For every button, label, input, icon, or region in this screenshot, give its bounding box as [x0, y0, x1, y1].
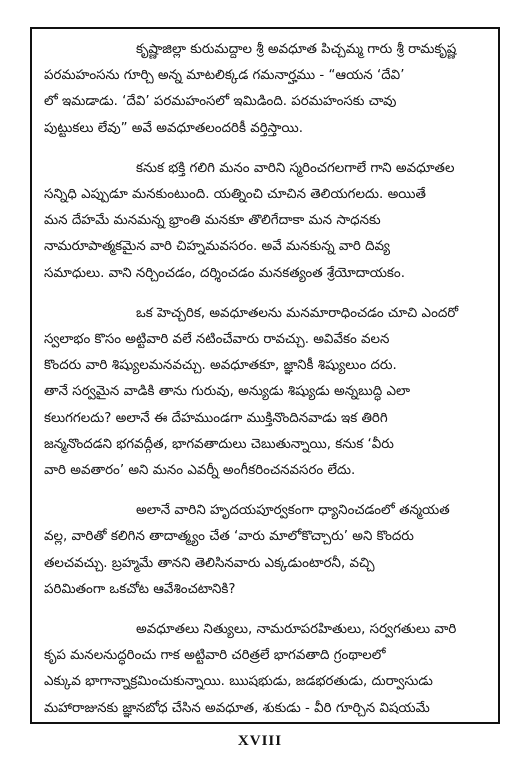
paragraph-1: [44, 37, 488, 142]
text-line: సన్నిధి ఎప్పుడూ మనకుంటుంది. యత్నించి చూచిన తెలియగలదు. అయితే: [44, 187, 426, 203]
text-line: అవధూతలు నిత్యులు, నామరూపరహితులు, సర్వగతులు వారి: [136, 622, 457, 638]
paragraph-3: [44, 301, 488, 484]
text-line: జన్మనొందడని భగవద్గీత, భాగవతాదులు చెబుతున్నాయి, కనుక ‘వీరు: [44, 436, 394, 452]
text-line: అలానే వారిని హృదయపూర్వకంగా ధ్యానించడంలో తన్మయత: [136, 503, 450, 519]
text-line: పరమహంసను గూర్చి అన్న మాటలిక్కడ గమనార్హము - “ఆయన ‘దేవి’: [44, 68, 405, 84]
text-line: లో ఇమడాడు. ‘దేవి’ పరమహంసలో ఇమిడింది. పరమహంసకు చావు: [44, 94, 397, 110]
text-line: కృష్ణాజిల్లా కురుమద్దాల శ్రీ అవధూత పిచ్చమ్మ గారు శ్రీ రామకృష్ణ: [136, 42, 457, 57]
page-frame: [30, 27, 500, 724]
paragraph-4: [44, 498, 488, 603]
text-line: ఎక్కువ భాగాన్నాక్రమించుకున్నాయి. ఋషభుడు, జడభరతుడు, దుర్వాసుడు: [44, 674, 433, 690]
text-line: సమాధులు. వాని నర్చించడం, దర్శించడం మనకత్యంత శ్రేయోదాయకం.: [44, 265, 405, 281]
paragraph-2: [44, 156, 488, 287]
text-line: [44, 722, 488, 724]
text-line: పుట్టుకలు లేవు” అవే అవధూతలందరికీ వర్తిస్తాయి.: [44, 120, 303, 136]
paragraph-5: [44, 617, 488, 724]
text-line: నామరూపాత్మకమైన వారి చిహ్నమవసరం. అవే మనకున్న వారి దివ్య: [44, 239, 391, 255]
text-line: మన దేహమే మనమన్న భ్రాంతి మనకూ తొలిగేదాకా మన సాధనకు: [44, 213, 381, 229]
text-line: కృప మనలనుద్ధరించు గాక అట్టివారి చరిత్రలే భాగవతాది గ్రంథాలలో: [44, 648, 386, 664]
text-line: తలచవచ్చు. బ్రహ్మమే తానని తెలిసినవారు ఎక్కడుంటారనీ, వచ్చి: [44, 555, 375, 571]
page-number: XVIII: [237, 733, 283, 749]
text-line: తానే సర్వమైన వాడికి తాను గురువు, అన్యుడు శిష్యుడు అన్నబుద్ధి ఎలా: [44, 384, 411, 400]
text-line: కొందరు వారి శిష్యులమనవచ్చు. అవధూతకూ, జ్ఞానికీ శిష్యులుం దరు.: [44, 358, 397, 374]
text-line: ఒక హెచ్చరిక, అవధూతలను మనమారాధించడం చూచి ఎందరో: [136, 305, 459, 321]
text-line: పరిమితంగా ఒకచోట ఆవేశించటానికి?: [44, 581, 236, 597]
text-line: వారి అవతారం’ అని మనం ఎవర్నీ అంగీకరించనవసరం లేదు.: [44, 463, 356, 479]
text-line: కనుక భక్తి గలిగి మనం వారిని స్మరించగలగాలే గాని అవధూతల: [136, 160, 455, 176]
text-line: మహారాజునకు జ్ఞానబోధ చేసిన అవధూత, శుకుడు - వీరి గూర్చిన విషయమే: [44, 700, 430, 716]
text-line: వల్ల, వారితో కలిగిన తాదాత్మ్యం చేత ‘వారు మాలోకొచ్చారు’ అని కొందరు: [44, 529, 414, 545]
text-line: కలుగగలదు? అలానే ఈ దేహముండగా ముక్తినొందినవాడు ఇక తిరిగి: [44, 410, 388, 426]
text-line: స్వలాభం కొసం అట్టివారి వలే నటించేవారు రావచ్చు. అవివేకం వలన: [44, 332, 390, 348]
